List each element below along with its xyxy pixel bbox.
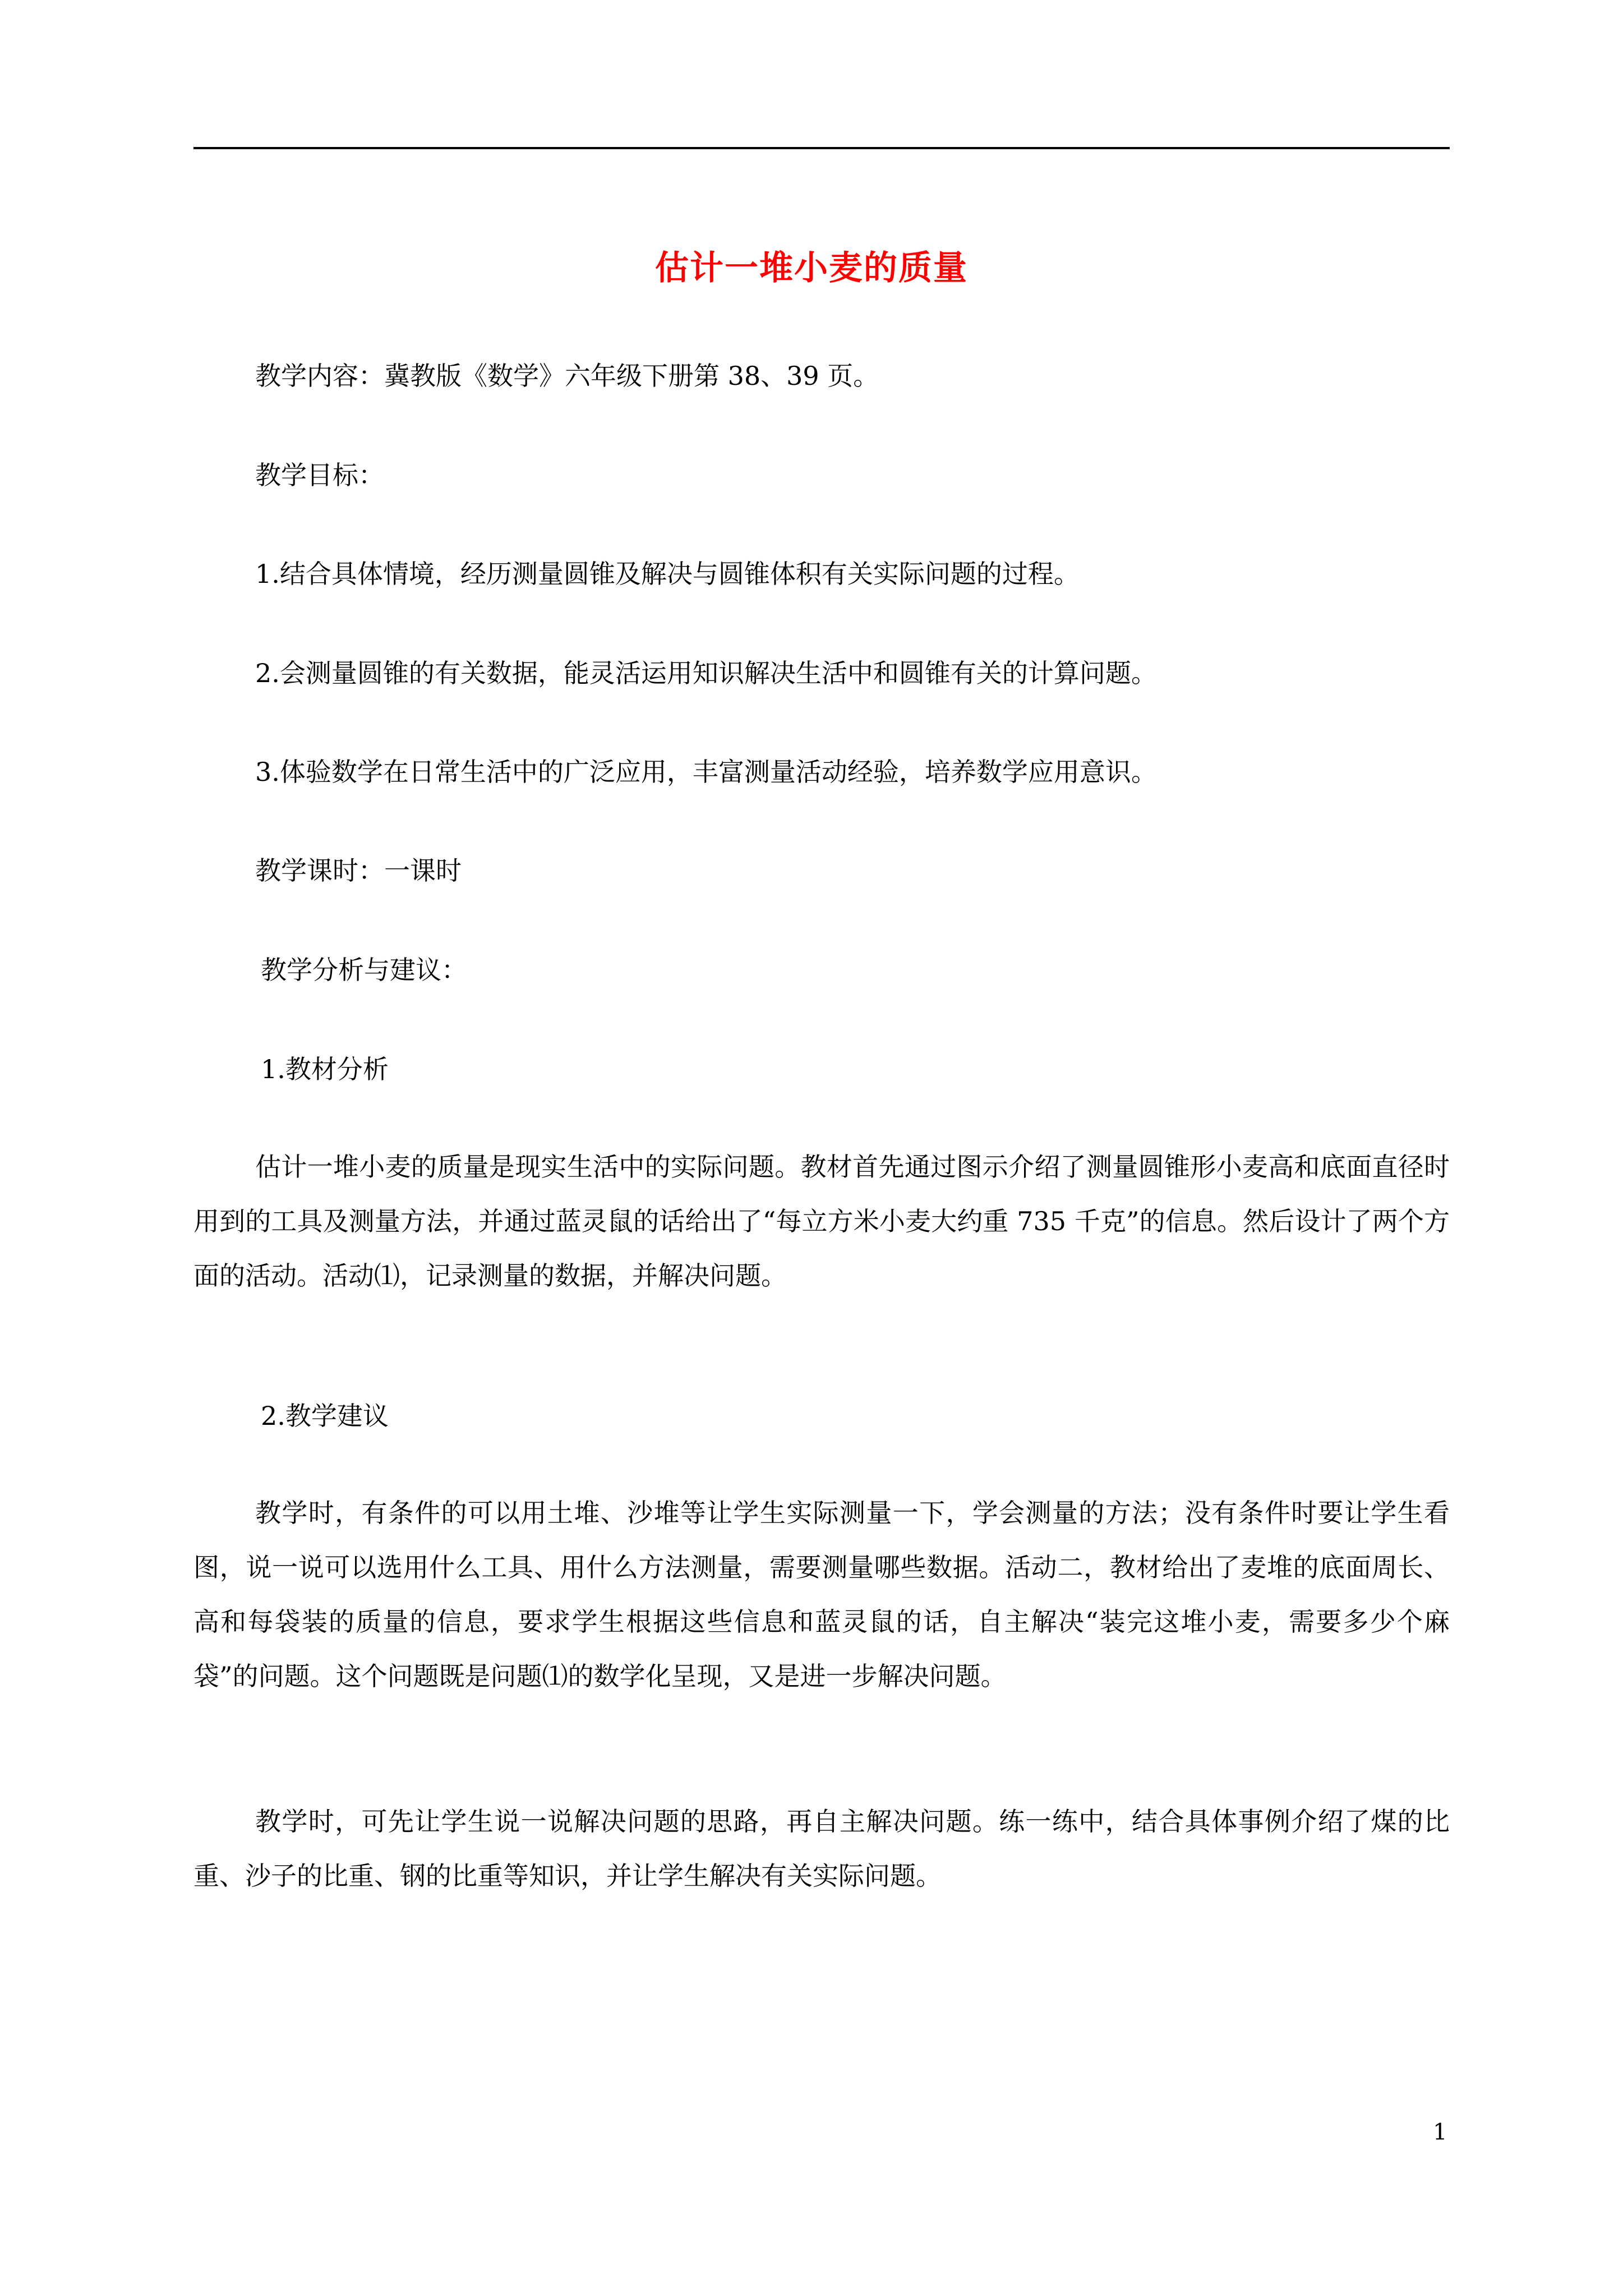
material-analysis-paragraph: 估计一堆小麦的质量是现实生活中的实际问题。教材首先通过图示介绍了测量圆锥形小麦高和底面直径时用到的工具及测量方法，并通过蓝灵鼠的话给出了“每立方米小麦大约重 735 千克”的信息。然后设计了两个方面的活动。活动⑴，记录测量的数据，并解决问题。 bbox=[193, 1152, 1450, 1291]
teaching-goal-1: 1.结合具体情境，经历测量圆锥及解决与圆锥体积有关实际问题的过程。 bbox=[255, 559, 1080, 589]
teaching-goals-heading: 教学目标： bbox=[255, 460, 384, 490]
teaching-goal-3: 3.体验数学在日常生活中的广泛应用，丰富测量活动经验，培养数学应用意识。 bbox=[255, 757, 1157, 787]
teaching-goal-2: 2.会测量圆锥的有关数据，能灵活运用知识解决生活中和圆锥有关的计算问题。 bbox=[255, 658, 1157, 688]
teaching-advice-paragraph-1: 教学时，有条件的可以用土堆、沙堆等让学生实际测量一下，学会测量的方法；没有条件时要让学生看图，说一说可以选用什么工具、用什么方法测量，需要测量哪些数据。活动二，教材给出了麦堆的底面周长、高和每袋装的质量的信息，要求学生根据这些信息和蓝灵鼠的话，自主解决“装完这堆小麦，需要多少个麻袋”的问题。这个问题既是问题⑴的数学化呈现，又是进一步解决问题。 bbox=[193, 1498, 1450, 1691]
teaching-advice-heading: 2.教学建议 bbox=[261, 1401, 389, 1431]
analysis-heading: 教学分析与建议： bbox=[261, 955, 467, 985]
document-title: 估计一堆小麦的质量 bbox=[655, 249, 968, 288]
material-analysis-heading: 1.教材分析 bbox=[261, 1054, 389, 1084]
header-rule bbox=[193, 147, 1450, 149]
teaching-period: 教学课时：一课时 bbox=[255, 855, 462, 886]
teaching-content: 教学内容：冀教版《数学》六年级下册第 38、39 页。 bbox=[255, 361, 879, 391]
page-number: 1 bbox=[1433, 2119, 1447, 2145]
teaching-advice-paragraph-2: 教学时，可先让学生说一说解决问题的思路，再自主解决问题。练一练中，结合具体事例介绍了煤的比重、沙子的比重、钢的比重等知识，并让学生解决有关实际问题。 bbox=[193, 1806, 1450, 1891]
